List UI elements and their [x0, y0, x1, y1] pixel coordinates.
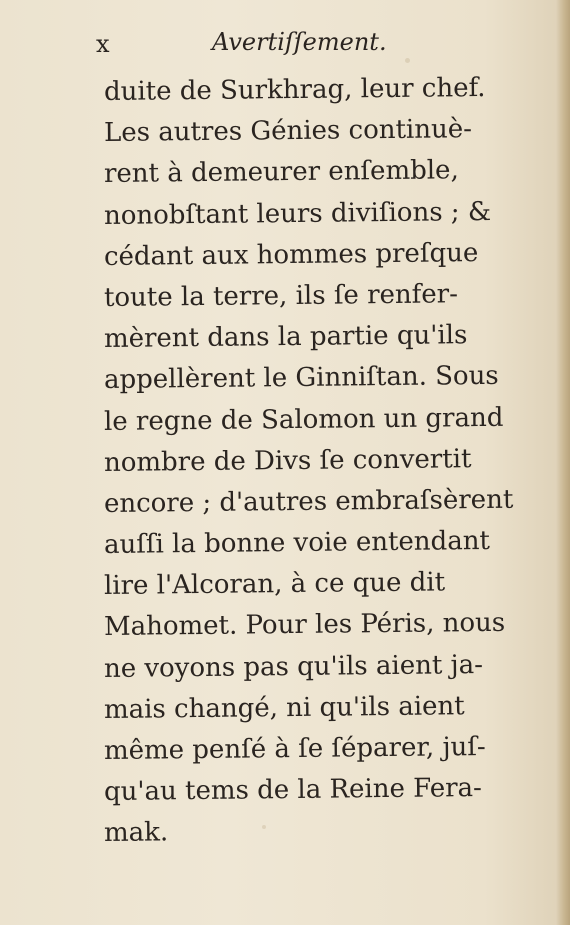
- body-text: [103, 72, 514, 855]
- text-line: Mahomet. Pour les Péris, nous: [103, 608, 506, 643]
- running-head: Avertiſſement.: [212, 28, 387, 56]
- text-line: mak.: [103, 817, 169, 849]
- text-line: cédant aux hommes preſque: [103, 237, 479, 272]
- text-line: le regne de Salomon un grand: [103, 402, 504, 437]
- paper-spot: [405, 58, 410, 63]
- text-line: rent à demeurer enſemble,: [103, 155, 459, 190]
- text-line: toute la terre, ils ſe renfer-: [103, 279, 459, 313]
- text-line: Les autres Génies continuè-: [103, 114, 473, 149]
- text-line: mèrent dans la partie qu'ils: [103, 320, 468, 355]
- page-number: x: [96, 30, 111, 58]
- text-line: duite de Surkhrag, leur chef.: [103, 73, 486, 107]
- page-edge: [556, 0, 570, 925]
- text-line: mais changé, ni qu'ils aient: [103, 691, 465, 725]
- text-line: auſſi la bonne voie entendant: [103, 526, 491, 561]
- text-line: encore ; d'autres embraſsèrent: [103, 484, 514, 519]
- text-line: appellèrent le Ginniſtan. Sous: [103, 361, 499, 396]
- text-line: qu'au tems de la Reine Fera-: [103, 773, 483, 808]
- text-line: nombre de Divs ſe convertit: [103, 443, 472, 478]
- text-line: ne voyons pas qu'ils aient ja-: [103, 649, 484, 684]
- text-line: lire l'Alcoran, à ce que dit: [103, 567, 446, 602]
- page-header: [96, 28, 396, 68]
- text-line: nonobſtant leurs diviſions ; &: [103, 196, 492, 231]
- text-line: même penſé à ſe ſéparer, juſ-: [103, 732, 486, 766]
